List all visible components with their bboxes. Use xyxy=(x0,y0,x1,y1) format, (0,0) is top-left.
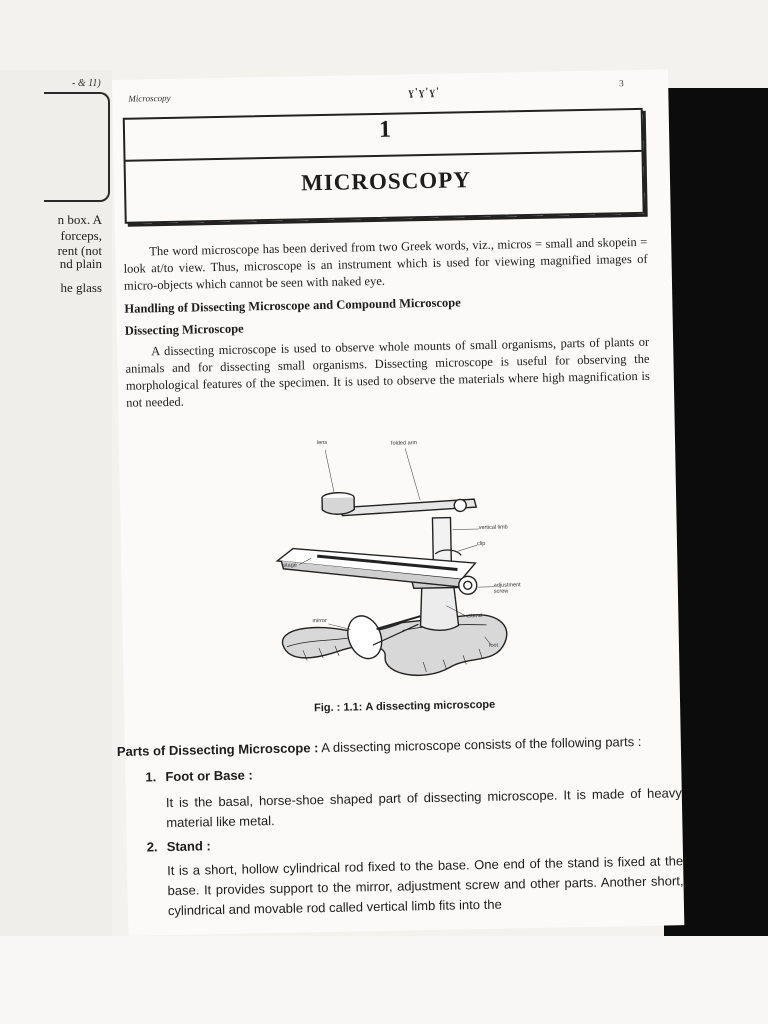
previous-page-line: he glass xyxy=(60,280,102,295)
part-number: 1. xyxy=(145,769,157,785)
microscope-drawing xyxy=(269,428,524,693)
previous-page-line: n box. A xyxy=(57,212,102,227)
chapter-heading-box xyxy=(123,108,645,224)
part-title-foot: Foot or Base : xyxy=(165,767,253,785)
caption-text: A dissecting microscope xyxy=(365,698,496,714)
part-body-foot: It is the basal, horse-shoe shaped part of dissecting microscope. It is made of heavy material like metal. xyxy=(165,785,682,831)
dissecting-text: A dissecting microscope is used to observe whole mounts of small organisms, parts of plants or animals and for dissecting small organisms. Dissecting microscope is useful for observing the morphological features of the specimen. It is used to observe the materials where high magnification is not needed. xyxy=(125,334,650,410)
previous-page-header: - & 11) xyxy=(72,78,101,89)
header-ornament: ɣ'ɣ'ɣ' xyxy=(408,85,441,99)
chapter-title: MICROSCOPY xyxy=(300,167,472,196)
intro-text: The word microscope has been derived from two Greek words, viz., micros = small and skopein = look at/to view. Thus, microscope is an instrument which is used for viewing magnified images of micro-objects which cannot be seen with naked eye. xyxy=(123,234,648,293)
previous-page-line: forceps, xyxy=(60,228,102,243)
label-mirror: mirror xyxy=(312,617,327,625)
parts-intro-heading: Parts of Dissecting Microscope : xyxy=(116,740,319,760)
running-head: Microscopy xyxy=(128,92,171,104)
chapter-number: 1 xyxy=(378,116,392,143)
previous-page-line: rent (not xyxy=(57,243,102,258)
label-clip: clip xyxy=(476,540,486,548)
parts-intro xyxy=(117,733,677,759)
chapter-divider xyxy=(126,150,642,162)
previous-page-line: nd plain xyxy=(59,256,102,271)
section-heading: Handling of Dissecting Microscope and Compound Microscope xyxy=(124,295,461,316)
subsection-heading: Dissecting Microscope xyxy=(124,321,244,338)
label-vertical-limb: vertical limb xyxy=(478,524,508,532)
page-number: 3 xyxy=(619,78,624,89)
book-page xyxy=(112,69,684,936)
label-adjustment-screw: adjustment screw xyxy=(493,582,521,595)
part-number: 2. xyxy=(146,839,158,855)
previous-page-box xyxy=(44,92,110,202)
dissecting-microscope-figure xyxy=(269,428,524,693)
part-body-stand: It is a short, hollow cylindrical rod fixed to the base. One end of the stand is fixed at the base. It provides support to the mirror, adjustment screw and other parts. Another short, cylindrical and movable rod called vertical limb fits into the xyxy=(167,853,684,919)
dissecting-paragraph xyxy=(125,334,650,412)
label-stage: stage xyxy=(283,562,297,569)
label-lens: lens xyxy=(316,439,328,447)
intro-paragraph xyxy=(123,234,648,295)
figure-caption xyxy=(314,699,495,714)
label-folded-arm: folded arm xyxy=(390,440,418,447)
bottom-margin xyxy=(0,936,768,1024)
part-title-stand: Stand : xyxy=(166,838,211,855)
caption-prefix: Fig. : 1.1: xyxy=(313,701,363,715)
parts-intro-text: A dissecting microscope consists of the following parts : xyxy=(318,733,642,756)
label-foot: foot xyxy=(488,642,499,649)
label-stand: stand xyxy=(468,612,482,620)
